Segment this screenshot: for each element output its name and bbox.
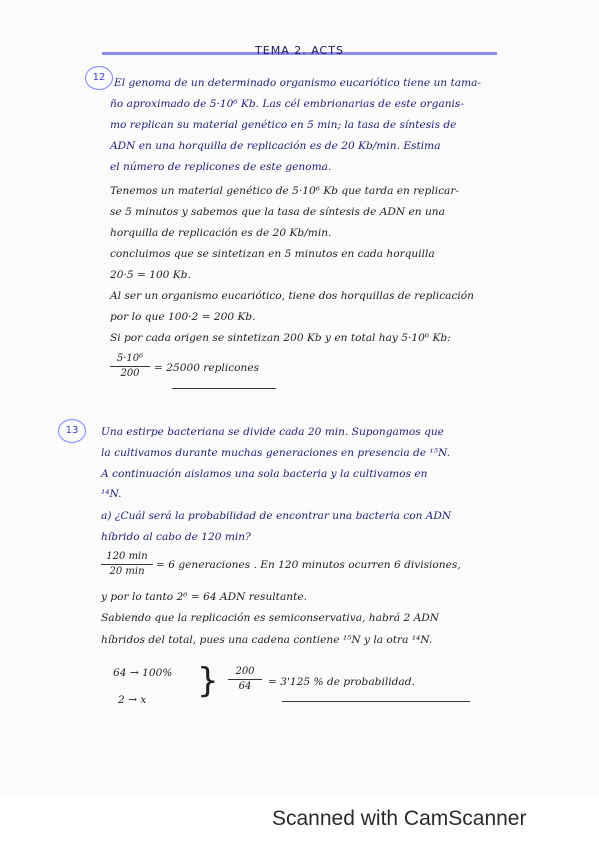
- p13-question-line: ¹⁴N.: [101, 488, 122, 500]
- p13-answer-line: híbridos del total, pues una cadena contiene ¹⁵N y la otra ¹⁴N.: [101, 634, 433, 646]
- p12-answer-line: concluimos que se sintetizan en 5 minutos en cada horquilla: [110, 248, 435, 260]
- p13-question-line: híbrido al cabo de 120 min?: [101, 531, 251, 543]
- p12-question-line: El genoma de un determinado organismo eucariótico tiene un tama-: [114, 77, 482, 89]
- p12-answer-line: horquilla de replicación es de 20 Kb/min.: [110, 227, 332, 239]
- p12-answer-line: se 5 minutos y sabemos que la tasa de síntesis de ADN en una: [110, 206, 445, 218]
- p12-question-line: mo replican su material genético en 5 min; la tasa de síntesis de: [110, 119, 457, 131]
- p13-fraction-denominator: 20 min: [109, 566, 145, 577]
- p12-question-line: el número de replicones de este genoma.: [110, 161, 332, 173]
- p12-result-underline: [172, 388, 276, 389]
- p13-generations-text: = 6 generaciones . En 120 minutos ocurren 6 divisiones,: [156, 559, 461, 571]
- p12-answer-line: 20·5 = 100 Kb.: [110, 269, 191, 281]
- p12-question-line: ño aproximado de 5·10⁶ Kb. Las cél embrionarias de este organis-: [110, 98, 464, 110]
- header-title: TEMA 2. ACTS: [255, 44, 344, 57]
- p13-generations-fraction: [101, 551, 153, 578]
- p12-answer-line: Al ser un organismo eucariótico, tiene dos horquillas de replicación: [110, 290, 474, 302]
- p12-question-line: ADN en una horquilla de replicación es de 20 Kb/min. Estima: [110, 140, 441, 152]
- page-header: [102, 38, 497, 55]
- p13-fraction2-numerator: 200: [235, 666, 255, 677]
- p12-answer-line: por lo que 100·2 = 200 Kb.: [110, 311, 256, 323]
- p12-answer-line: Tenemos un material genético de 5·10⁶ Kb que tarda en replicar-: [110, 185, 459, 197]
- p13-question-line: Una estirpe bacteriana se divide cada 20 min. Supongamos que: [101, 426, 444, 438]
- p13-fraction2-denominator: 64: [238, 681, 252, 692]
- p13-answer-line: Sabiendo que la replicación es semiconservativa, habrá 2 ADN: [101, 612, 439, 624]
- p13-rule-row: 2 → x: [118, 694, 147, 706]
- p13-rule-row: 64 → 100%: [113, 667, 173, 679]
- p12-fraction-numerator: 5·10⁶: [116, 353, 144, 364]
- p12-fraction-denominator: 200: [120, 368, 140, 379]
- p13-result-underline: [282, 701, 470, 702]
- p13-question-line: A continuación aislamos una sola bacteria y la cultivamos en: [101, 468, 428, 480]
- brace-icon: }: [197, 661, 219, 701]
- problem-12-number: 12: [85, 66, 113, 90]
- p13-probability-fraction: [228, 666, 262, 693]
- p13-fraction-numerator: 120 min: [106, 551, 148, 562]
- problem-13-number: 13: [58, 419, 86, 443]
- p13-question-line: la cultivamos durante muchas generaciones en presencia de ¹⁵N.: [101, 447, 450, 459]
- p12-result: = 25000 replicones: [154, 362, 260, 374]
- p13-question-line: a) ¿Cuál será la probabilidad de encontrar una bacteria con ADN: [101, 510, 452, 522]
- p12-answer-line: Si por cada origen se sintetizan 200 Kb y en total hay 5·10⁶ Kb:: [110, 332, 451, 344]
- p13-result: = 3'125 % de probabilidad.: [268, 676, 415, 688]
- scanner-watermark: Scanned with CamScanner: [272, 807, 527, 830]
- p13-answer-line: y por lo tanto 2⁶ = 64 ADN resultante.: [101, 591, 307, 603]
- p12-fraction: [110, 353, 150, 380]
